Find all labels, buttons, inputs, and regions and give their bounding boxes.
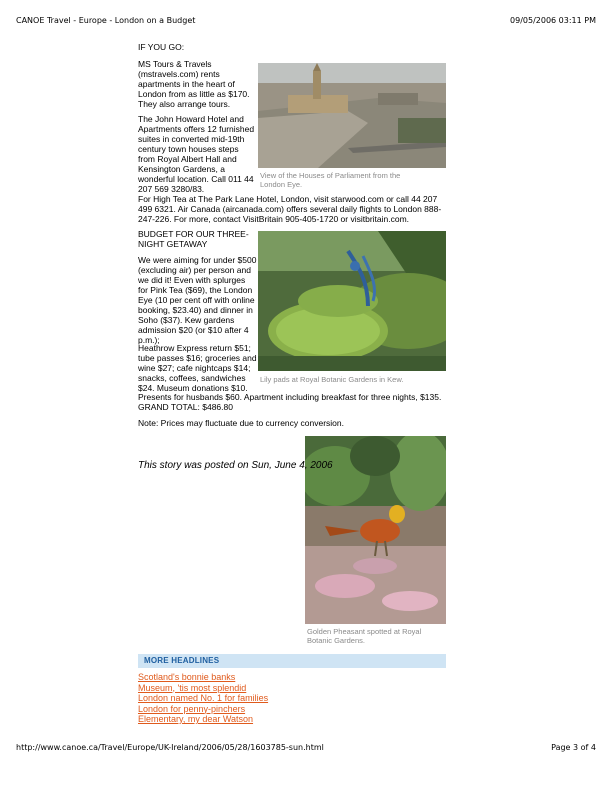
headline-link-london-families[interactable]: London named No. 1 for families — [138, 693, 269, 703]
more-headlines-list — [138, 672, 268, 725]
lily-pads-photo — [258, 231, 446, 371]
ms-tours-paragraph: MS Tours & Travels (mstravels.com) rents apartments in the heart of London from as little as $170. They also arrange tours. — [138, 59, 250, 109]
parliament-photo — [258, 63, 446, 168]
print-header-title: CANOE Travel - Europe - London on a Budget — [16, 16, 196, 25]
print-header-datetime: 09/05/2006 03:11 PM — [510, 16, 596, 25]
more-headlines-bar — [138, 654, 446, 668]
lily-pads-caption: Lily pads at Royal Botanic Gardens in Kew. — [260, 375, 404, 384]
grand-total-line: GRAND TOTAL: $486.80 — [138, 402, 233, 412]
print-footer-page: Page 3 of 4 — [551, 743, 596, 752]
more-headlines-label: MORE HEADLINES — [144, 656, 220, 665]
headline-link-museum[interactable]: Museum, 'tis most splendid — [138, 682, 247, 693]
presents-line: Presents for husbands $60. Apartment including breakfast for three nights, $135. — [138, 392, 442, 402]
high-tea-paragraph: For High Tea at The Park Lane Hotel, London, visit starwood.com or call 44 207 499 6321. Air Canada (aircanada.com) offers several daily flights to London 888- 247-226. For more, contact VisitBritain 905-405-1720 or visitbritain.com. — [138, 194, 442, 224]
headline-link-scotland[interactable]: Scotland's bonnie banks — [138, 672, 236, 682]
john-howard-paragraph: The John Howard Hotel and Apartments offers 12 furnished suites in converted mid-19th century town houses steps from Royal Albert Hall and Kensington Gardens, a wonderful location. Call 011 44 207 569 3280/83. — [138, 114, 255, 194]
story-posted-date: This story was posted on Sun, June 4, 2006 — [138, 460, 333, 471]
print-footer-url: http://www.canoe.ca/Travel/Europe/UK-Ireland/2006/05/28/1603785-sun.html — [16, 743, 324, 752]
headline-link-penny-pinchers[interactable]: London for penny-pinchers — [138, 703, 246, 714]
heathrow-paragraph: Heathrow Express return $51; tube passes $16; groceries and wine $27; cafe nightcaps $14; snacks, coffees, sandwiches $24. Museum donations $10. — [138, 343, 257, 393]
if-you-go-heading: IF YOU GO: — [138, 42, 185, 52]
pheasant-caption: Golden Pheasant spotted at Royal Botanic Gardens. — [307, 627, 422, 645]
budget-heading: BUDGET FOR OUR THREE- NIGHT GETAWAY — [138, 229, 249, 249]
budget-paragraph: We were aiming for under $500 (excluding air) per person and we did it! Even with splurges for Pink Tea ($69), the London Eye (10 per cent off with online booking, $23.40) and dinner in Soho ($37). Kew gardens admission $20 (or $10 after 4 p.m.); — [138, 255, 257, 345]
headline-link-watson[interactable]: Elementary, my dear Watson — [138, 714, 254, 724]
currency-note: Note: Prices may fluctuate due to currency conversion. — [138, 418, 344, 428]
parliament-caption: View of the Houses of Parliament from the London Eye. — [260, 171, 401, 189]
